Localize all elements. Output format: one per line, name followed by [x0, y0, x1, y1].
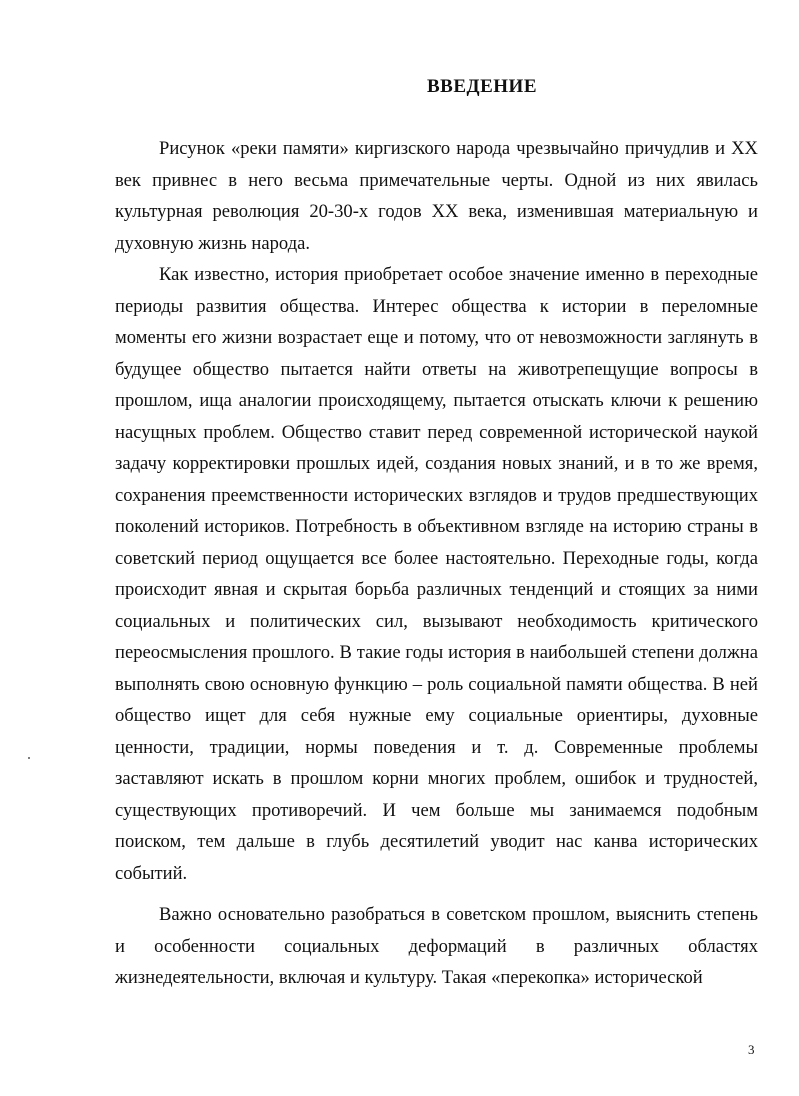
paragraph-soviet-past: Важно основательно разобраться в советском прошлом, выяснить степень и особенности социальных деформаций в различных областях жизнедеятельности, включая и культуру. Такая «перекопка» исторической — [115, 904, 758, 988]
paragraph-intro: Рисунок «реки памяти» киргизского народа чрезвычайно причудлив и XX век привнес в него весьма примечательные черты. Одной из них явилась культурная революция 20-30-х годов XX века, изменившая материальную и духовную жизнь народа. — [115, 138, 758, 254]
page-title: ВВЕДЕНИЕ — [427, 76, 537, 97]
body-text — [115, 133, 758, 994]
paragraph-history: Как известно, история приобретает особое значение именно в переходные периоды развития общества. Интерес общества к истории в переломные моменты его жизни возрастает еще и потому, что от невозможности заглянуть в будущее общество пытается найти ответы на животрепещущие вопросы в прошлом, ища аналогии происходящему, пытается отыскать ключи к решению насущных проблем. Общество ставит перед современной исторической наукой задачу корректировки прошлых идей, создания новых знаний, и в то же время, сохранения преемственности исторических взглядов и трудов предшествующих поколений историков. Потребность в объективном взгляде на историю страны в советский период ощущается все более настоятельно. Переходные годы, когда происходит явная и скрытая борьба различных тенденций и стоящих за ними социальных и политических сил, вызывают необходимость критического переосмысления прошлого. В такие годы история в наибольшей степени должна выполнять свою основную функцию – роль социальной памяти общества. В ней общество ищет для себя нужные ему социальные ориентиры, духовные ценности, традиции, нормы поведения и т. д. Современные проблемы заставляют искать в прошлом корни многих проблем, ошибок и трудностей, существующих противоречий. И чем больше мы занимаемся подобным поиском, тем дальше в глубь десятилетий уводит нас канва исторических событий. — [115, 264, 758, 884]
scan-speck — [28, 757, 30, 759]
page-number: 3 — [748, 1042, 755, 1057]
